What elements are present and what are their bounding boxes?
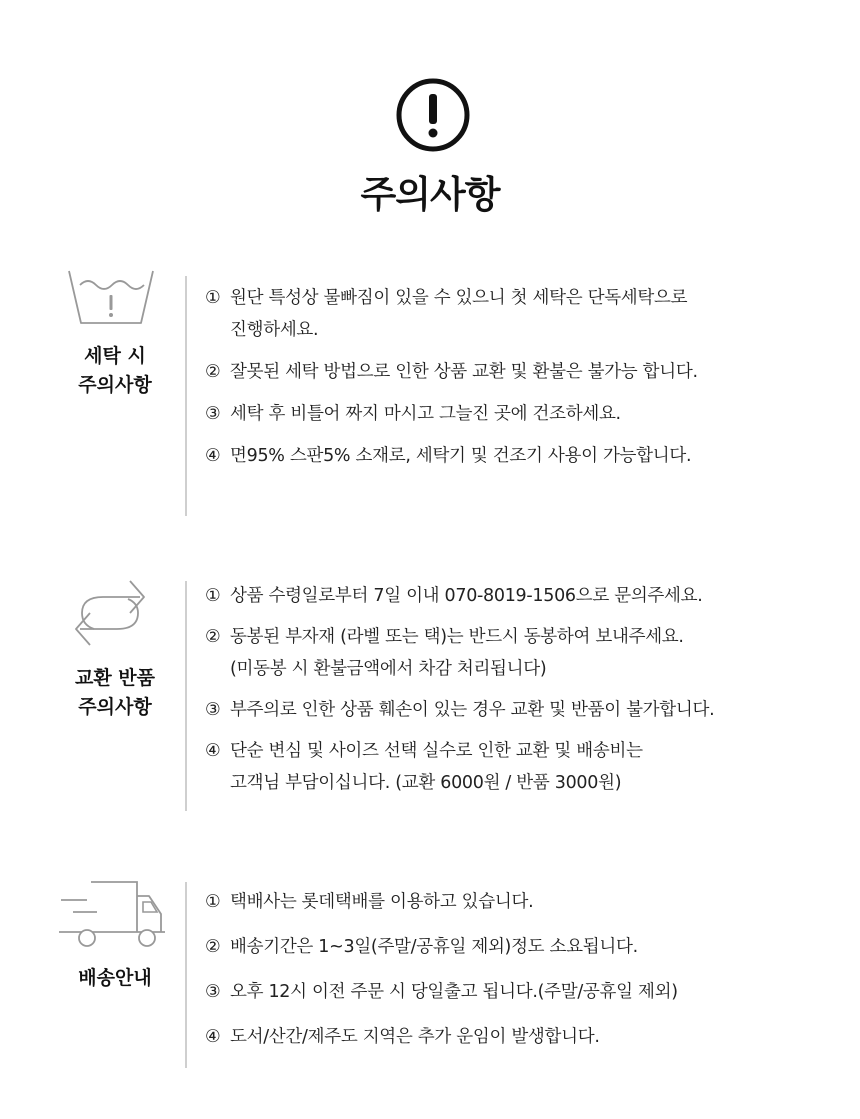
list-item: ④ 면95% 스판5% 소재로, 세탁기 및 건조기 사용이 가능합니다. bbox=[205, 446, 692, 466]
section-divider bbox=[185, 276, 187, 516]
list-item: ③ 세탁 후 비틀어 짜지 마시고 그늘진 곳에 건조하세요. bbox=[205, 404, 621, 424]
section-label: 배송안내 bbox=[78, 967, 152, 989]
section-label: 교환 반품 주의사항 bbox=[74, 667, 156, 718]
exclamation-circle-icon bbox=[395, 77, 471, 153]
list-item: ① 택배사는 롯데택배를 이용하고 있습니다. bbox=[205, 892, 534, 912]
list-item: ② 배송기간은 1~3일(주말/공휴일 제외)정도 소요됩니다. bbox=[205, 937, 638, 957]
list-item: ③ 부주의로 인한 상품 훼손이 있는 경우 교환 및 반품이 불가합니다. bbox=[205, 700, 715, 720]
item-list bbox=[205, 580, 845, 799]
list-item: ② 잘못된 세탁 방법으로 인한 상품 교환 및 환불은 불가능 합니다. bbox=[205, 362, 698, 382]
item-list bbox=[205, 886, 845, 1053]
section-divider bbox=[185, 882, 187, 1068]
list-item: ④ 단순 변심 및 사이즈 선택 실수로 인한 교환 및 배송비는 고객님 부담이십니다. (교환 6000원 / 반품 3000원) bbox=[205, 741, 643, 793]
page-title: 주의사항 bbox=[360, 173, 500, 216]
wash-basin-icon bbox=[66, 267, 156, 327]
item-list bbox=[205, 282, 845, 472]
list-item: ① 원단 특성상 물빠짐이 있을 수 있으니 첫 세탁은 단독세탁으로 진행하세요. bbox=[205, 288, 688, 340]
list-item: ① 상품 수령일로부터 7일 이내 070-8019-1506으로 문의주세요. bbox=[205, 586, 703, 606]
list-item: ④ 도서/산간/제주도 지역은 추가 운임이 발생합니다. bbox=[205, 1027, 600, 1047]
exchange-arrows-icon bbox=[70, 575, 150, 653]
list-item: ③ 오후 12시 이전 주문 시 당일출고 됩니다.(주말/공휴일 제외) bbox=[205, 982, 678, 1002]
section-label: 세탁 시 주의사항 bbox=[78, 345, 152, 396]
list-item: ② 동봉된 부자재 (라벨 또는 택)는 반드시 동봉하여 보내주세요. (미동봉 시 환불금액에서 차감 처리됩니다) bbox=[205, 627, 684, 679]
delivery-truck-icon bbox=[57, 878, 167, 953]
section-divider bbox=[185, 581, 187, 811]
